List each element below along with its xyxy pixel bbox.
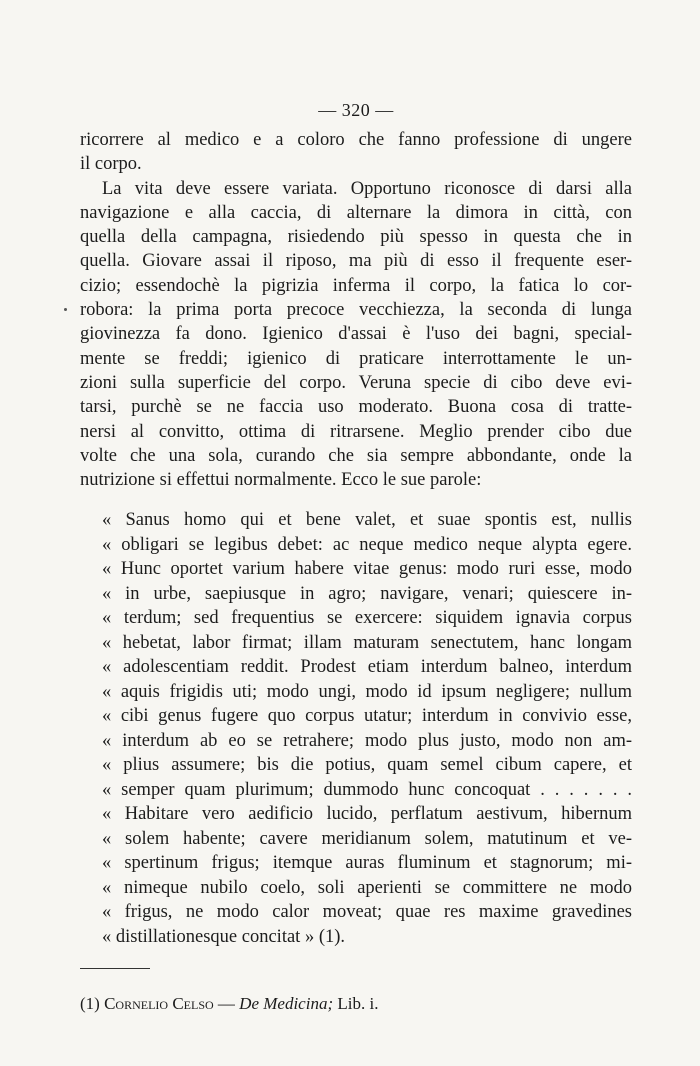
quote-line: « semper quam plurimum; dummodo hunc concoquat . . . . . . . [102, 779, 632, 800]
text-line: giovinezza fa dono. Igienico d'assai è l'uso dei bagni, special- [80, 324, 632, 345]
quote-line: « cibi genus fugere quo corpus utatur; interdum in convivio esse, [102, 706, 632, 727]
text-line: volte che una sola, curando che sia sempre abbondante, onde la [80, 445, 632, 466]
text-line: il corpo. [80, 154, 142, 175]
quote-line: « terdum; sed frequentius se exercere: siquidem ignavia corpus [102, 608, 632, 629]
footnote-author: Cornelio Celso [104, 994, 214, 1014]
quote-line: « frigus, ne modo calor moveat; quae res maxime gravedines [102, 902, 632, 923]
latin-quotation [80, 508, 632, 949]
text-line: navigazione e alla caccia, di alternare la dimora in città, con [80, 202, 632, 223]
quote-line: « Sanus homo qui et bene valet, et suae spontis est, nullis [102, 510, 632, 531]
footnote-marker: (1) [80, 994, 100, 1014]
quote-line: « hebetat, labor firmat; illam maturam senectutem, hanc longam [102, 632, 632, 653]
quote-line: « obligari se legibus debet: ac neque medico neque alypta egere. [102, 534, 632, 555]
text-line: robora: la prima porta precoce vecchiezza, la seconda di lunga [80, 300, 632, 321]
text-line: quella. Giovare assai il riposo, ma più di esso il frequente eser- [80, 251, 632, 272]
quote-line: « plius assumere; bis die potius, quam semel cibum capere, et [102, 755, 632, 776]
text-line: quella della campagna, risiedendo più spesso in questa che in [80, 227, 632, 248]
quote-line: « aquis frigidis uti; modo ungi, modo id ipsum negligere; nullum [102, 681, 632, 702]
text-line: La vita deve essere variata. Opportuno riconosce di darsi alla [102, 178, 632, 199]
footnote-dash: — [217, 994, 235, 1014]
footnote [80, 993, 632, 1015]
text-line: tarsi, purchè se ne faccia uso moderato. Buona cosa di tratte- [80, 397, 632, 418]
quote-line: « Hunc oportet varium habere vitae genus: modo ruri esse, modo [102, 559, 632, 580]
quote-line: « distillationesque concitat » (1). [102, 926, 346, 947]
text-line: nutrizione si effettui normalmente. Ecco le sue parole: [80, 470, 482, 491]
text-line: mente se freddi; igienico di praticare interrottamente le un- [80, 348, 632, 369]
footnote-reference: Lib. i. [337, 994, 379, 1014]
quote-line: « in urbe, saepiusque in agro; navigare, venari; quiescere in- [102, 583, 632, 604]
quote-line: « Habitare vero aedificio lucido, perflatum aestivum, hibernum [102, 804, 632, 825]
quote-line: « adolescentiam reddit. Prodest etiam interdum balneo, interdum [102, 657, 632, 678]
quote-line: « interdum ab eo se retrahere; modo plus justo, modo non am- [102, 730, 632, 751]
book-page [80, 96, 632, 1015]
quote-line: « solem habente; cavere meridianum solem, matutinum et ve- [102, 828, 632, 849]
quote-line: « spertinum frigus; itemque auras fluminum et stagnorum; mi- [102, 853, 632, 874]
text-line: zioni sulla superficie del corpo. Veruna specie di cibo deve evi- [80, 372, 632, 393]
spacer [80, 492, 632, 508]
footnote-title: De Medicina; [239, 994, 334, 1014]
paragraph-life [80, 177, 632, 493]
quote-line: « nimeque nubilo coelo, soli aperienti se committere ne modo [102, 877, 632, 898]
text-line: ricorrere al medico e a coloro che fanno professione di ungere [80, 130, 632, 150]
margin-mark [64, 308, 67, 311]
paragraph-continuation [80, 128, 632, 177]
text-line: nersi al convitto, ottima di ritrarsene. Meglio prender cibo due [80, 421, 632, 442]
text-line: cizio; essendochè la pigrizia inferma il corpo, la fatica lo cor- [80, 275, 632, 296]
page-number: — 320 — [318, 100, 394, 120]
footnote-divider [80, 968, 150, 969]
